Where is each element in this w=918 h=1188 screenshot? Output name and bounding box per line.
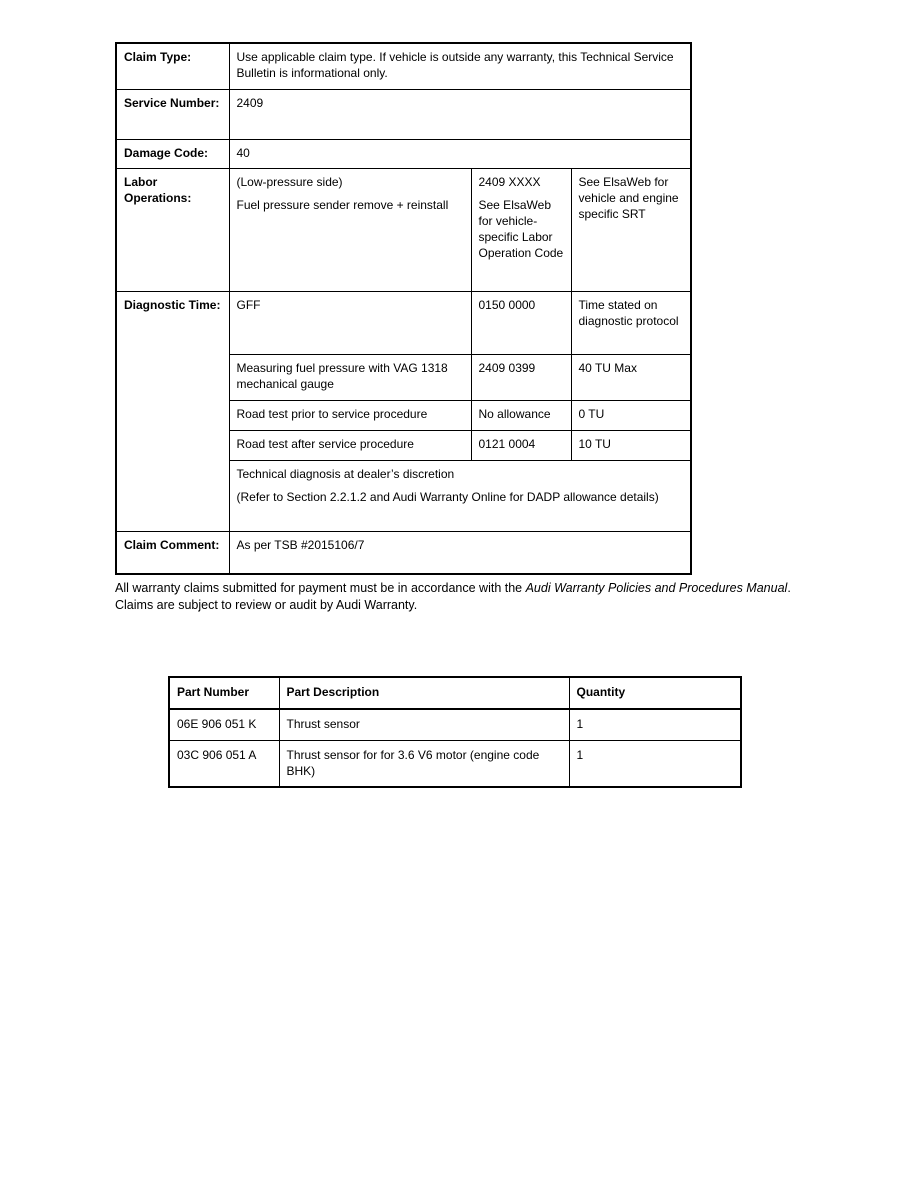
damage-code-label: Damage Code: [116, 139, 229, 168]
part-quantity-cell: 1 [569, 740, 741, 787]
diagnostic-measuring-code: 2409 0399 [471, 354, 571, 400]
row-claim-comment [116, 531, 691, 574]
labor-code-line2: See ElsaWeb for vehicle-specific Labor Operation Code [478, 197, 564, 260]
diagnostic-roadtest-after-time: 10 TU [571, 430, 691, 460]
labor-description-line2: Fuel pressure sender remove + reinstall [236, 197, 449, 212]
claim-comment-value: As per TSB #2015106/7 [229, 531, 691, 574]
labor-code-line1: 2409 XXXX [478, 174, 541, 189]
labor-operations-srt: See ElsaWeb for vehicle and engine specific SRT [571, 168, 691, 291]
warranty-note-text-after: . Claims are subject to review or audit by Audi Warranty. [115, 581, 791, 613]
labor-description-line1: (Low-pressure side) [236, 174, 343, 189]
header-quantity: Quantity [569, 677, 741, 709]
row-claim-type [116, 43, 691, 89]
diagnostic-roadtest-prior-time: 0 TU [571, 400, 691, 430]
diagnostic-time-label: Diagnostic Time: [116, 291, 229, 531]
service-number-label: Service Number: [116, 89, 229, 139]
damage-code-value: 40 [229, 139, 691, 168]
part-number-cell: 06E 906 051 K [169, 709, 279, 740]
diagnostic-note-line2: (Refer to Section 2.2.1.2 and Audi Warranty Online for DADP allowance details) [236, 489, 659, 504]
part-quantity-cell: 1 [569, 709, 741, 740]
header-part-number: Part Number [169, 677, 279, 709]
labor-operations-description [229, 168, 471, 291]
claim-type-value: Use applicable claim type. If vehicle is outside any warranty, this Technical Service Bulletin is informational only. [229, 43, 691, 89]
parts-table [168, 676, 742, 788]
diagnostic-gff-desc: GFF [229, 291, 471, 354]
diagnostic-gff-time: Time stated on diagnostic protocol [571, 291, 691, 354]
diagnostic-roadtest-prior-code: No allowance [471, 400, 571, 430]
diagnostic-roadtest-after-code: 0121 0004 [471, 430, 571, 460]
part-description-cell: Thrust sensor for for 3.6 V6 motor (engine code BHK) [279, 740, 569, 787]
header-part-description: Part Description [279, 677, 569, 709]
labor-operations-label: Labor Operations: [116, 168, 229, 291]
diagnostic-measuring-time: 40 TU Max [571, 354, 691, 400]
row-labor-operations [116, 168, 691, 291]
claim-table [115, 42, 692, 575]
claim-type-label: Claim Type: [116, 43, 229, 89]
part-description-cell: Thrust sensor [279, 709, 569, 740]
row-damage-code [116, 139, 691, 168]
service-number-value: 2409 [229, 89, 691, 139]
row-service-number [116, 89, 691, 139]
diagnostic-roadtest-after-desc: Road test after service procedure [229, 430, 471, 460]
claim-comment-label: Claim Comment: [116, 531, 229, 574]
parts-row-2 [169, 740, 741, 787]
labor-operations-code [471, 168, 571, 291]
warranty-note-text-before: All warranty claims submitted for payment must be in accordance with the [115, 581, 526, 595]
diagnostic-note-cell [229, 460, 691, 531]
parts-header-row [169, 677, 741, 709]
warranty-note-italic: Audi Warranty Policies and Procedures Manual [525, 581, 788, 595]
parts-row-1 [169, 709, 741, 740]
diagnostic-note-line1: Technical diagnosis at dealer’s discretion [236, 466, 455, 481]
diagnostic-roadtest-prior-desc: Road test prior to service procedure [229, 400, 471, 430]
diagnostic-gff-code: 0150 0000 [471, 291, 571, 354]
part-number-cell: 03C 906 051 A [169, 740, 279, 787]
diagnostic-measuring-desc: Measuring fuel pressure with VAG 1318 mechanical gauge [229, 354, 471, 400]
warranty-note [115, 580, 805, 615]
row-diagnostic-gff [116, 291, 691, 354]
